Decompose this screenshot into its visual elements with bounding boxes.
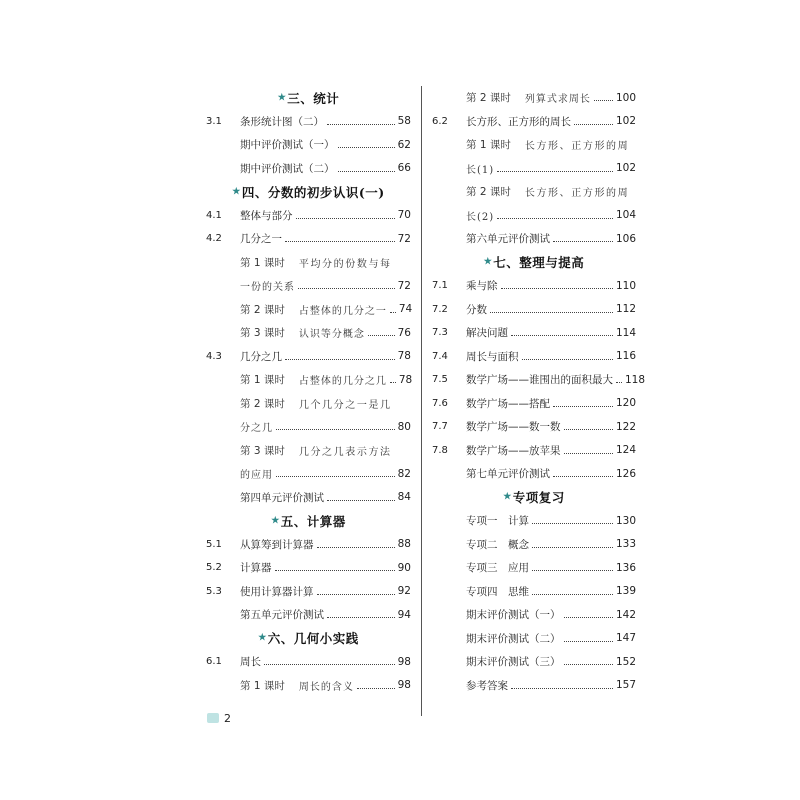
entry-page-number: 112 xyxy=(615,303,636,316)
dot-leader xyxy=(532,523,613,524)
column-divider xyxy=(421,86,422,716)
toc-entry[interactable] xyxy=(432,86,636,110)
entry-number: 7.6 xyxy=(432,397,448,409)
lesson-title: 认识等分概念 xyxy=(298,329,365,341)
star-icon: ★ xyxy=(232,186,241,197)
entry-title: 专项三 应用 xyxy=(466,562,529,575)
dot-leader xyxy=(564,429,613,430)
entry-page-number: 88 xyxy=(397,538,411,551)
section-heading-text: 三、统计 xyxy=(287,90,340,106)
toc-entry[interactable] xyxy=(206,603,411,627)
entry-page-number: 139 xyxy=(615,585,636,598)
dot-leader xyxy=(338,147,395,148)
entry-title: 数学广场——放苹果 xyxy=(466,444,561,457)
lesson-label: 第 1 课时 xyxy=(240,374,285,387)
star-icon: ★ xyxy=(483,257,493,268)
entry-title: 从算筹到计算器 xyxy=(240,538,314,551)
entry-title: 解决问题 xyxy=(466,327,508,340)
dot-leader xyxy=(564,617,613,618)
dot-leader xyxy=(327,500,395,501)
lesson-title: 平均分的份数与每 xyxy=(298,258,392,270)
section-heading xyxy=(206,86,411,110)
lesson-label: 第 1 课时 xyxy=(466,139,511,152)
toc-entry[interactable] xyxy=(432,110,636,134)
star-icon: ★ xyxy=(503,492,512,503)
entry-page-number: 126 xyxy=(615,467,636,480)
entry-page-number: 130 xyxy=(615,514,636,527)
section-heading xyxy=(432,251,636,275)
dot-leader xyxy=(497,218,613,219)
star-icon: ★ xyxy=(258,633,267,644)
toc-entry[interactable] xyxy=(432,627,636,651)
toc-entry[interactable] xyxy=(206,251,411,275)
lesson-title: 占整体的几分之一 xyxy=(298,305,387,317)
toc-entry[interactable] xyxy=(432,298,636,322)
entry-title: 周长 xyxy=(240,656,261,669)
toc-entry[interactable] xyxy=(206,345,411,369)
entry-number: 7.8 xyxy=(432,444,448,456)
entry-title: 第六单元评价测试 xyxy=(466,233,550,246)
dot-leader xyxy=(532,547,613,548)
dot-leader xyxy=(532,594,613,595)
lesson-title: 列算式求周长 xyxy=(524,94,591,106)
entry-title: 整体与部分 xyxy=(240,209,293,222)
entry-page-number: 104 xyxy=(615,209,636,222)
entry-page-number: 82 xyxy=(397,467,411,480)
entry-number: 4.3 xyxy=(206,350,222,362)
toc-entry[interactable] xyxy=(432,274,636,298)
toc-entry[interactable] xyxy=(206,580,411,604)
dot-leader xyxy=(390,382,396,383)
toc-entry[interactable] xyxy=(432,415,636,439)
dot-leader xyxy=(296,218,395,219)
dot-leader xyxy=(553,476,613,477)
dot-leader xyxy=(338,171,395,172)
lesson-label: 第 2 课时 xyxy=(240,303,285,316)
toc-entry[interactable] xyxy=(206,462,411,486)
entry-title: 期末评价测试（三） xyxy=(466,656,561,669)
lesson-title-continued: 长(2) xyxy=(466,211,495,223)
toc-entry[interactable] xyxy=(432,157,636,181)
entry-page-number: 76 xyxy=(397,326,411,339)
entry-page-number: 118 xyxy=(625,373,646,386)
entry-page-number: 72 xyxy=(397,279,411,292)
entry-page-number: 133 xyxy=(615,538,636,551)
toc-entry[interactable] xyxy=(432,556,636,580)
toc-entry[interactable] xyxy=(206,392,411,416)
toc-entry[interactable] xyxy=(206,274,411,298)
entry-page-number: 142 xyxy=(615,608,636,621)
entry-title: 条形统计图（二） xyxy=(240,115,324,128)
lesson-title: 几分之几表示方法 xyxy=(298,446,392,458)
dot-leader xyxy=(532,570,613,571)
dot-leader xyxy=(553,241,613,242)
entry-page-number: 114 xyxy=(615,326,636,339)
dot-leader xyxy=(511,688,613,689)
entry-number: 7.3 xyxy=(432,327,448,339)
entry-number: 5.1 xyxy=(206,538,222,550)
toc-entry[interactable] xyxy=(432,321,636,345)
entry-title: 数学广场——数一数 xyxy=(466,421,561,434)
dot-leader xyxy=(327,617,395,618)
dot-leader xyxy=(564,641,613,642)
entry-title: 第四单元评价测试 xyxy=(240,491,324,504)
entry-title: 第五单元评价测试 xyxy=(240,609,324,622)
dot-leader xyxy=(327,124,395,125)
entry-title: 专项四 思维 xyxy=(466,585,529,598)
entry-page-number: 62 xyxy=(397,138,411,151)
dot-leader xyxy=(522,359,613,360)
entry-page-number: 98 xyxy=(397,679,411,692)
lesson-title: 几个几分之一是几 xyxy=(298,399,392,411)
entry-title: 使用计算器计算 xyxy=(240,585,314,598)
lesson-label: 第 1 课时 xyxy=(240,679,285,692)
section-heading-text: 七、整理与提高 xyxy=(493,255,585,271)
entry-title: 计算器 xyxy=(240,562,272,575)
lesson-title-continued: 一份的关系 xyxy=(240,282,295,294)
star-icon: ★ xyxy=(277,92,287,103)
toc-entry[interactable] xyxy=(432,368,646,392)
dot-leader xyxy=(276,429,395,430)
dot-leader xyxy=(317,594,395,595)
toc-entry[interactable] xyxy=(432,650,636,674)
entry-number: 7.1 xyxy=(432,280,448,292)
entry-number: 7.4 xyxy=(432,350,448,362)
entry-title: 长方形、正方形的周长 xyxy=(466,115,571,128)
toc-left-column xyxy=(206,86,411,697)
entry-page-number: 94 xyxy=(397,608,411,621)
entry-title: 分数 xyxy=(466,303,487,316)
section-heading xyxy=(432,486,636,510)
lesson-title-continued: 的应用 xyxy=(240,470,273,482)
dot-leader xyxy=(276,476,395,477)
entry-title: 专项二 概念 xyxy=(466,538,529,551)
entry-page-number: 72 xyxy=(397,232,411,245)
entry-title: 期中评价测试（二） xyxy=(240,162,335,175)
dot-leader xyxy=(285,241,395,242)
toc-entry[interactable] xyxy=(432,133,636,157)
toc-right-column xyxy=(432,86,646,697)
section-heading xyxy=(206,180,411,204)
dot-leader xyxy=(497,171,613,172)
entry-page-number: 98 xyxy=(397,655,411,668)
dot-leader xyxy=(594,100,613,101)
entry-title: 第七单元评价测试 xyxy=(466,468,550,481)
entry-number: 4.2 xyxy=(206,233,222,245)
entry-number: 3.1 xyxy=(206,115,222,127)
entry-title: 数学广场——搭配 xyxy=(466,397,550,410)
entry-number: 7.2 xyxy=(432,303,448,315)
toc-entry[interactable] xyxy=(206,157,411,181)
toc-entry[interactable] xyxy=(206,556,411,580)
toc-entry[interactable] xyxy=(206,133,411,157)
section-heading-text: 六、几何小实践 xyxy=(267,631,359,647)
toc-entry[interactable] xyxy=(432,392,636,416)
toc-entry[interactable] xyxy=(432,227,636,251)
toc-entry[interactable] xyxy=(206,298,411,322)
section-heading-text: 五、计算器 xyxy=(280,513,346,529)
dot-leader xyxy=(616,382,622,383)
entry-page-number: 120 xyxy=(615,397,636,410)
toc-entry[interactable] xyxy=(206,110,411,134)
entry-page-number: 78 xyxy=(398,373,413,386)
entry-page-number: 102 xyxy=(615,115,636,128)
toc-entry[interactable] xyxy=(432,603,636,627)
entry-page-number: 152 xyxy=(615,655,636,668)
entry-page-number: 84 xyxy=(397,491,411,504)
entry-title: 期中评价测试（一） xyxy=(240,139,335,152)
dot-leader xyxy=(564,453,613,454)
entry-page-number: 102 xyxy=(615,162,636,175)
dot-leader xyxy=(501,288,613,289)
dot-leader xyxy=(574,124,613,125)
entry-number: 6.2 xyxy=(432,115,448,127)
entry-page-number: 136 xyxy=(615,561,636,574)
entry-number: 5.2 xyxy=(206,562,222,574)
toc-entry[interactable] xyxy=(206,227,411,251)
entry-page-number: 80 xyxy=(397,420,411,433)
entry-page-number: 122 xyxy=(615,420,636,433)
toc-entry[interactable] xyxy=(432,674,636,698)
dot-leader xyxy=(285,359,395,360)
entry-number: 5.3 xyxy=(206,585,222,597)
toc-entry[interactable] xyxy=(206,650,411,674)
lesson-title-continued: 长(1) xyxy=(466,164,495,176)
entry-page-number: 90 xyxy=(397,561,411,574)
section-heading-text: 专项复习 xyxy=(512,490,565,506)
toc-entry[interactable] xyxy=(432,462,636,486)
dot-leader xyxy=(553,406,613,407)
toc-entry[interactable] xyxy=(432,439,636,463)
lesson-label: 第 3 课时 xyxy=(240,444,285,457)
lesson-label: 第 1 课时 xyxy=(240,256,285,269)
dot-leader xyxy=(390,312,396,313)
toc-entry[interactable] xyxy=(432,580,636,604)
entry-title: 乘与除 xyxy=(466,280,498,293)
entry-number: 7.7 xyxy=(432,421,448,433)
dot-leader xyxy=(564,664,613,665)
toc-entry[interactable] xyxy=(206,415,411,439)
toc-entry[interactable] xyxy=(432,180,636,204)
page-corner-mark xyxy=(207,713,219,723)
lesson-label: 第 3 课时 xyxy=(240,327,285,340)
toc-entry[interactable] xyxy=(432,509,636,533)
entry-page-number: 66 xyxy=(397,162,411,175)
page-number: 2 xyxy=(224,712,231,725)
lesson-title-continued: 分之几 xyxy=(240,423,273,435)
entry-title: 期末评价测试（一） xyxy=(466,609,561,622)
toc-entry[interactable] xyxy=(206,439,411,463)
entry-page-number: 74 xyxy=(398,303,413,316)
lesson-title: 占整体的几分之几 xyxy=(298,376,387,388)
entry-page-number: 157 xyxy=(615,679,636,692)
entry-title: 专项一 计算 xyxy=(466,515,529,528)
toc-entry[interactable] xyxy=(206,368,411,392)
entry-page-number: 110 xyxy=(615,279,636,292)
lesson-title: 长方形、正方形的周 xyxy=(524,141,630,153)
entry-title: 几分之几 xyxy=(240,350,282,363)
toc-entry[interactable] xyxy=(206,204,411,228)
entry-number: 6.1 xyxy=(206,656,222,668)
dot-leader xyxy=(357,688,395,689)
dot-leader xyxy=(368,335,395,336)
lesson-label: 第 2 课时 xyxy=(466,186,511,199)
toc-entry[interactable] xyxy=(206,486,411,510)
entry-number: 7.5 xyxy=(432,374,448,386)
dot-leader xyxy=(317,547,395,548)
toc-entry[interactable] xyxy=(206,674,411,698)
toc-entry[interactable] xyxy=(206,321,411,345)
entry-page-number: 147 xyxy=(615,632,636,645)
dot-leader xyxy=(298,288,395,289)
section-heading-text: 四、分数的初步认识(一) xyxy=(241,184,385,200)
entry-title: 周长与面积 xyxy=(466,350,519,363)
lesson-label: 第 2 课时 xyxy=(240,397,285,410)
toc-entry[interactable] xyxy=(206,533,411,557)
entry-title: 数学广场——谁围出的面积最大 xyxy=(466,374,613,387)
dot-leader xyxy=(264,664,395,665)
lesson-label: 第 2 课时 xyxy=(466,92,511,105)
entry-number: 4.1 xyxy=(206,209,222,221)
star-icon: ★ xyxy=(271,515,280,526)
entry-page-number: 106 xyxy=(615,232,636,245)
toc-entry[interactable] xyxy=(432,533,636,557)
lesson-title: 周长的含义 xyxy=(298,681,354,693)
entry-page-number: 78 xyxy=(397,350,411,363)
entry-page-number: 100 xyxy=(615,91,636,104)
dot-leader xyxy=(275,570,395,571)
dot-leader xyxy=(490,312,613,313)
entry-page-number: 124 xyxy=(615,444,636,457)
section-heading xyxy=(206,509,411,533)
lesson-title: 长方形、正方形的周 xyxy=(524,188,630,200)
dot-leader xyxy=(511,335,613,336)
entry-page-number: 116 xyxy=(615,350,636,363)
toc-entry[interactable] xyxy=(432,204,636,228)
entry-page-number: 92 xyxy=(397,585,411,598)
entry-page-number: 58 xyxy=(397,115,411,128)
entry-title: 期末评价测试（二） xyxy=(466,632,561,645)
entry-page-number: 70 xyxy=(397,209,411,222)
section-heading xyxy=(206,627,411,651)
entry-title: 参考答案 xyxy=(466,679,508,692)
entry-title: 几分之一 xyxy=(240,233,282,246)
toc-entry[interactable] xyxy=(432,345,636,369)
